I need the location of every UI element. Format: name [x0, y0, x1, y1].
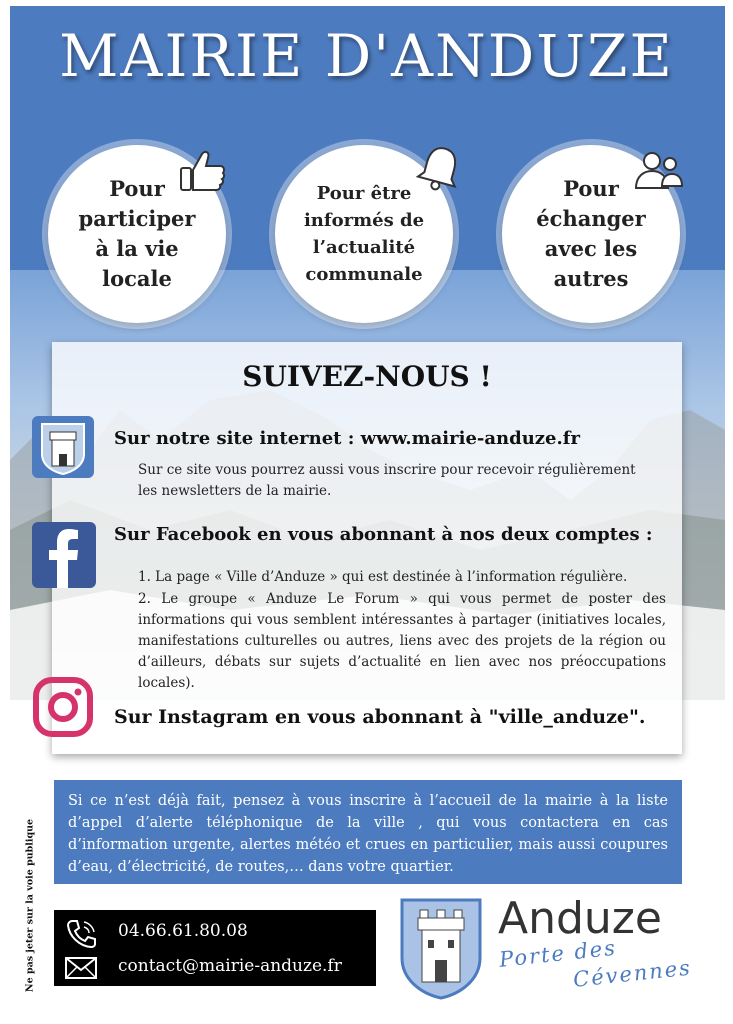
phone-icon	[64, 918, 98, 948]
alert-text: Si ce n’est déjà fait, pensez à vous inscrire à l’accueil de la mairie à la liste d’appel d’alerte téléphonique de la ville , qui vous contactera en cas d’information urgente, alertes météo et crues en particulier, mais aussi coupures d’eau, d’électricité, de routes,… dans votre quartier.	[68, 793, 668, 875]
follow-us-panel	[52, 342, 682, 754]
alert-info-box	[54, 780, 682, 884]
facebook-heading[interactable]: Sur Facebook en vous abonnant à nos deux comptes :	[114, 524, 653, 545]
website-heading[interactable]: Sur notre site internet : www.mairie-anduze.fr	[114, 428, 580, 449]
anduze-crest-icon[interactable]	[32, 416, 94, 478]
facebook-item-2: 2. Le groupe « Anduze Le Forum » qui vous permet de poster des informations qui vous semblent intéressantes à partager (initiatives locales, manifestations culturelles ou autres, liens avec des projets de la région ou d’ailleurs, débats sur sujets d’actualité en lien avec nos préoccupations locales).	[138, 591, 666, 691]
instagram-icon[interactable]	[32, 676, 94, 738]
anduze-shield-logo	[398, 896, 484, 1000]
circle-exchange-text: Pour échanger avec les autres	[536, 176, 646, 291]
facebook-item-1: 1. La page « Ville d’Anduze » qui est destinée à l’information régulière.	[138, 569, 628, 585]
contact-box	[54, 910, 376, 986]
envelope-icon	[64, 956, 98, 980]
brand-name: Anduze	[498, 893, 662, 944]
email-address[interactable]: contact@mairie-anduze.fr	[118, 956, 342, 976]
brand-tagline-1: Porte des	[498, 935, 619, 972]
bell-icon	[414, 142, 466, 194]
page-title: MAIRIE D'ANDUZE	[59, 22, 674, 90]
facebook-icon[interactable]	[32, 522, 96, 588]
phone-number[interactable]: 04.66.61.80.08	[118, 921, 248, 941]
thumbs-up-icon	[178, 148, 228, 194]
brand-tagline-2: Cévennes	[572, 955, 693, 992]
follow-us-title: SUIVEZ-NOUS !	[242, 360, 492, 393]
circle-informed-text: Pour être informés de l’actualité communale	[303, 183, 425, 285]
side-note: Ne pas jeter sur la voie publique	[24, 818, 36, 993]
website-desc-line1: Sur ce site vous pourrez aussi vous inscrire pour recevoir régulièrement	[138, 462, 636, 478]
website-desc-line2: les newsletters de la mairie.	[138, 483, 332, 499]
users-icon	[632, 150, 686, 192]
circle-participate-text: Pour participer à la vie locale	[78, 176, 196, 291]
instagram-heading[interactable]: Sur Instagram en vous abonnant à "ville_anduze".	[114, 706, 646, 728]
